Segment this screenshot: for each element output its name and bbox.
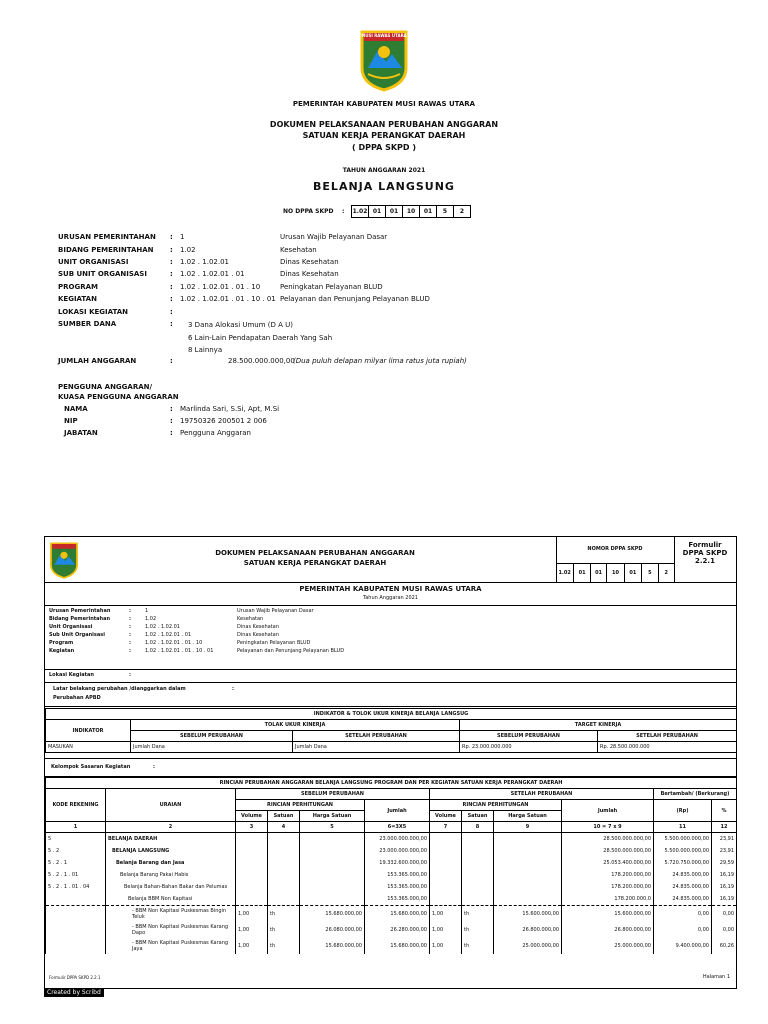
field-label: LOKASI KEGIATAN — [58, 308, 129, 316]
cell-h2: 26.800.000,00 — [494, 922, 562, 938]
latar-label-2: Perubahan APBD — [53, 695, 101, 701]
cell-s2: th — [462, 906, 494, 923]
form-footer-right: Halaman 1 — [702, 974, 730, 980]
info-label: Kegiatan — [49, 648, 75, 654]
info-value: 1.02 . 1.02.01 . 01 — [145, 632, 192, 638]
rp-header: (Rp) — [654, 800, 712, 822]
nomor-boxes — [556, 563, 674, 582]
no-box: 2 — [453, 205, 471, 218]
no-box: 01 — [419, 205, 437, 218]
cell-h1 — [300, 869, 365, 881]
info-label: Unit Organisasi — [49, 624, 93, 630]
cell-s1: th — [268, 906, 300, 923]
cell-rp: 24.835.000,00 — [654, 893, 712, 906]
info-colon: : — [129, 640, 131, 646]
cell-pct: 23,91 — [712, 845, 737, 857]
table-row — [46, 938, 737, 954]
jumlah-header: Jumlah — [562, 800, 654, 822]
kelompok-colon: : — [153, 764, 155, 770]
satuan-header: Satuan — [268, 811, 300, 822]
field-colon: : — [170, 320, 173, 328]
cell-rp: 5.500.000.000,00 — [654, 833, 712, 846]
form-header — [45, 537, 557, 583]
cell-j2: 28.500.000.000,00 — [562, 833, 654, 846]
cell-h1 — [300, 833, 365, 846]
form-title-2: SATUAN KERJA PERANGKAT DAERAH — [243, 559, 387, 567]
cell-s1 — [268, 833, 300, 846]
volume-header: Volume — [236, 811, 268, 822]
nomor-box: 1.02 — [556, 564, 574, 582]
cell-s1 — [268, 881, 300, 893]
no-box: 01 — [385, 205, 403, 218]
masukan-g2: Rp. 28.500.000.000 — [598, 742, 737, 753]
cover-no-label: NO DPPA SKPD — [283, 208, 334, 215]
indikator-table-wrap — [45, 708, 736, 753]
no-box: 1.02 — [351, 205, 369, 218]
cell-kode: 5 . 2 . 1 . 01 — [46, 869, 106, 881]
cell-rp: 0,00 — [654, 922, 712, 938]
info-desc: Dinas Kesehatan — [237, 624, 279, 630]
form-footer-left: Formulir DPPA SKPD 2.2.1 — [49, 975, 101, 980]
latar-colon: : — [232, 686, 234, 692]
cover-category: BELANJA LANGSUNG — [313, 180, 455, 193]
cell-v1 — [236, 833, 268, 846]
cell-j1: 153.365.000,00 — [365, 881, 430, 893]
cell-v1 — [236, 869, 268, 881]
info-colon: : — [129, 648, 131, 654]
cell-h2 — [494, 881, 562, 893]
cell-kode — [46, 922, 106, 938]
rincian-table — [45, 777, 737, 954]
info-value: 1.02 — [145, 616, 157, 622]
kelompok-label: Kelompok Sasaran Kegiatan — [51, 764, 131, 770]
cell-v1 — [236, 845, 268, 857]
cell-kode: 5 . 2 . 1 — [46, 857, 106, 869]
info-colon: : — [129, 616, 131, 622]
no-box: 5 — [436, 205, 454, 218]
pct-header: % — [712, 800, 737, 822]
field-value: 1.02 — [180, 246, 196, 254]
cell-v1 — [236, 857, 268, 869]
field-label: SUB UNIT ORGANISASI — [58, 270, 147, 278]
cell-uraian: - BBM Non Kapitasi Puskesmas Karang Jaya — [106, 938, 236, 954]
field-label: BIDANG PEMERINTAHAN — [58, 246, 154, 254]
cell-pct: 0,00 — [712, 906, 737, 923]
cell-uraian: BELANJA LANGSUNG — [106, 845, 236, 857]
cell-j1: 19.332.600.000,00 — [365, 857, 430, 869]
cell-j2: 178.200.000,00 — [562, 869, 654, 881]
field-label: SUMBER DANA — [58, 320, 117, 328]
field-value: 1.02 . 1.02.01 . 01 — [180, 270, 245, 278]
field-colon: : — [170, 233, 173, 241]
col-num: 11 — [654, 822, 712, 833]
table-row — [46, 857, 737, 869]
cell-v2: 1,00 — [430, 906, 462, 923]
masukan-t1: Jumlah Dana — [131, 742, 293, 753]
field-value: 1.02 . 1.02.01 . 01 . 10 — [180, 283, 261, 291]
cell-v2: 1,00 — [430, 922, 462, 938]
official-value: Pengguna Anggaran — [180, 429, 251, 437]
col-num: 8 — [462, 822, 494, 833]
table-row — [46, 893, 737, 906]
cell-v2: 1,00 — [430, 938, 462, 954]
cell-v2 — [430, 833, 462, 846]
official-colon: : — [170, 405, 173, 413]
info-desc: Peningkatan Pelayanan BLUD — [237, 640, 311, 646]
field-colon: : — [170, 295, 173, 303]
satuan-header: Satuan — [462, 811, 494, 822]
cell-j2: 178.200.000,0 — [562, 893, 654, 906]
info-desc: Pelayanan dan Penunjang Pelayanan BLUD — [237, 648, 345, 654]
source-item: 6 Lain-Lain Pendapatan Daerah Yang Sah — [188, 334, 333, 342]
table-row — [46, 845, 737, 857]
field-label: UNIT ORGANISASI — [58, 258, 129, 266]
cell-j2: 25.053.400.000,00 — [562, 857, 654, 869]
cell-h1: 15.680.000,00 — [300, 938, 365, 954]
masukan-ind: MASUKAN — [46, 742, 131, 753]
source-item: 8 Lainnya — [188, 346, 223, 354]
table-row — [46, 922, 737, 938]
cover-logo-banner: MUSI RAWAS UTARA — [361, 33, 407, 38]
kode-header: KODE REKENING — [46, 789, 106, 822]
cell-v2 — [430, 893, 462, 906]
cell-kode: 5 — [46, 833, 106, 846]
field-desc: Urusan Wajib Pelayanan Dasar — [280, 233, 388, 241]
cover-no-boxes — [352, 205, 471, 218]
cell-v2 — [430, 869, 462, 881]
col-num: 5 — [300, 822, 365, 833]
info-colon: : — [129, 608, 131, 614]
cover-doc-title-2: SATUAN KERJA PERANGKAT DAERAH — [302, 131, 466, 140]
cell-kode — [46, 893, 106, 906]
info-value: 1.02 . 1.02.01 . 01 . 10 — [145, 640, 203, 646]
bertambah-header: Bertambah/ (Berkurang) — [654, 789, 737, 800]
info-value: 1.02 . 1.02.01 . 01 . 10 . 01 — [145, 648, 214, 654]
nomor-box: 10 — [607, 564, 624, 582]
cell-rp: 0,00 — [654, 906, 712, 923]
field-colon: : — [170, 258, 173, 266]
official-label: NIP — [64, 417, 78, 425]
info-label: Bidang Pemerintahan — [49, 616, 111, 622]
cell-v1: 1,00 — [236, 906, 268, 923]
info-desc: Kesehatan — [237, 616, 264, 622]
info-label: Urusan Pemerintahan — [49, 608, 111, 614]
cell-s2 — [462, 845, 494, 857]
rincian-perhitungan-header: RINCIAN PERHITUNGAN — [430, 800, 562, 811]
official-value: Marlinda Sari, S.Si, Apt, M.Si — [180, 405, 280, 413]
nomor-box: 01 — [591, 564, 607, 582]
cover-doc-title-3: ( DPPA SKPD ) — [352, 143, 416, 152]
kelompok-row — [45, 758, 736, 777]
info-desc: Urusan Wajib Pelayanan Dasar — [237, 608, 314, 614]
cell-rp: 9.400.000,00 — [654, 938, 712, 954]
cell-j2: 26.800.000,00 — [562, 922, 654, 938]
field-desc: Dinas Kesehatan — [280, 258, 339, 266]
rincian-title: RINCIAN PERUBAHAN ANGGARAN BELANJA LANGSUNG PROGRAM DAN PER KEGIATAN SATUAN KERJA PERANGKAT DAERAH — [46, 778, 737, 789]
cell-kode — [46, 906, 106, 923]
cell-s1 — [268, 845, 300, 857]
form-nomor — [556, 537, 675, 583]
official-colon: : — [170, 417, 173, 425]
jumlah-colon: : — [170, 357, 173, 365]
cell-h1 — [300, 845, 365, 857]
cell-s2: th — [462, 938, 494, 954]
nomor-box: 01 — [574, 564, 590, 582]
col-num: 3 — [236, 822, 268, 833]
nomor-box: 01 — [625, 564, 642, 582]
cell-j1: 23.000.000.000,00 — [365, 845, 430, 857]
cell-kode: 5 . 2 . 1 . 01 . 04 — [46, 881, 106, 893]
form-logo — [48, 541, 80, 579]
harga-header: Harga Satuan — [494, 811, 562, 822]
col-num: 9 — [494, 822, 562, 833]
harga-header: Harga Satuan — [300, 811, 365, 822]
cover-government: PEMERINTAH KABUPATEN MUSI RAWAS UTARA — [292, 100, 476, 108]
cell-v1 — [236, 893, 268, 906]
cell-s2 — [462, 857, 494, 869]
cell-j2: 28.500.000.000,00 — [562, 845, 654, 857]
col-num: 10 = 7 x 9 — [562, 822, 654, 833]
col-num: 12 — [712, 822, 737, 833]
cell-j1: 15.680.000,00 — [365, 938, 430, 954]
cell-h1 — [300, 893, 365, 906]
cell-s1 — [268, 893, 300, 906]
volume-header: Volume — [430, 811, 462, 822]
cell-v2 — [430, 857, 462, 869]
cell-kode: 5 . 2 — [46, 845, 106, 857]
target-header: TARGET KINERJA — [460, 720, 737, 731]
cell-h2 — [494, 845, 562, 857]
indikator-title: INDIKATOR & TOLOK UKUR KINERJA BELANJA LANGSUG — [46, 709, 737, 720]
watermark: Created by Scribd — [44, 988, 104, 997]
field-colon: : — [170, 246, 173, 254]
cell-s1 — [268, 857, 300, 869]
indikator-table — [45, 708, 737, 753]
field-desc: Peningkatan Pelayanan BLUD — [280, 283, 383, 291]
cell-pct: 60,26 — [712, 938, 737, 954]
lokasi-label: Lokasi Kegiatan — [49, 672, 94, 678]
uraian-header: URAIAN — [106, 789, 236, 822]
info-colon: : — [129, 624, 131, 630]
cell-s1: th — [268, 922, 300, 938]
jumlah-header: Jumlah — [365, 800, 430, 822]
dppa-form — [44, 536, 737, 989]
formulir-1: Formulir — [688, 541, 722, 549]
cover-no-colon: : — [342, 208, 345, 215]
cell-v1: 1,00 — [236, 938, 268, 954]
rincian-perhitungan-header: RINCIAN PERHITUNGAN — [236, 800, 365, 811]
info-value: 1 — [145, 608, 149, 614]
latar-row — [45, 682, 736, 707]
cell-j1: 153.365.000,00 — [365, 869, 430, 881]
cover-doc-title-1: DOKUMEN PELAKSANAAN PERUBAHAN ANGGARAN — [269, 120, 499, 129]
official-value: 19750326 200501 2 006 — [180, 417, 267, 425]
tolak-header: TOLAK UKUR KINERJA — [131, 720, 460, 731]
cell-v2 — [430, 881, 462, 893]
cell-h1 — [300, 857, 365, 869]
sebelum-header: SEBELUM PERUBAHAN — [460, 731, 598, 742]
field-colon: : — [170, 270, 173, 278]
jumlah-value: 28.500.000.000,00 — [228, 357, 295, 365]
cell-s2 — [462, 833, 494, 846]
cell-pct: 16,19 — [712, 869, 737, 881]
field-value: 1.02 . 1.02.01 — [180, 258, 229, 266]
cell-pct: 0,00 — [712, 922, 737, 938]
no-box: 01 — [368, 205, 386, 218]
cell-uraian: Belanja Bahan-Bahan Bakar dan Pelumas — [106, 881, 236, 893]
setelah-header: SETELAH PERUBAHAN — [430, 789, 654, 800]
cell-j2: 178.200.000,00 — [562, 881, 654, 893]
cover-year: TAHUN ANGGARAN 2021 — [342, 167, 426, 174]
cell-j2: 15.600.000,00 — [562, 906, 654, 923]
rincian-body — [46, 833, 737, 955]
cell-h2 — [494, 869, 562, 881]
cell-pct: 16,19 — [712, 893, 737, 906]
field-value: 1.02 . 1.02.01 . 01 . 10 . 01 — [180, 295, 276, 303]
cell-h1: 26.080.000,00 — [300, 922, 365, 938]
table-row — [46, 869, 737, 881]
latar-label-1: Latar belakang perubahan /dianggarkan dalam — [53, 686, 186, 692]
info-colon: : — [129, 632, 131, 638]
field-desc: Pelayanan dan Penunjang Pelayanan BLUD — [280, 295, 430, 303]
cell-uraian: Belanja Barang Pakai Habis — [106, 869, 236, 881]
field-label: URUSAN PEMERINTAHAN — [58, 233, 156, 241]
cell-h1: 15.680.000,00 — [300, 906, 365, 923]
col-num: 6=3X5 — [365, 822, 430, 833]
formulir-2: DPPA SKPD — [682, 549, 728, 557]
cell-rp: 24.835.000,00 — [654, 869, 712, 881]
cell-j1: 26.280.000,00 — [365, 922, 430, 938]
cell-rp: 5.720.750.000,00 — [654, 857, 712, 869]
info-desc: Dinas Kesehatan — [237, 632, 279, 638]
official-colon: : — [170, 429, 173, 437]
jumlah-words: (Dua puluh delapan milyar lima ratus juta rupiah) — [293, 357, 467, 365]
cell-pct: 23,91 — [712, 833, 737, 846]
source-item: 3 Dana Alokasi Umum (D A U) — [188, 321, 293, 329]
cell-pct: 16,19 — [712, 881, 737, 893]
column-number-row — [46, 822, 737, 833]
sebelum-header: SEBELUM PERUBAHAN — [236, 789, 430, 800]
cell-h2 — [494, 857, 562, 869]
lokasi-colon: : — [129, 672, 131, 678]
col-num: 7 — [430, 822, 462, 833]
form-gov-row — [45, 582, 736, 606]
field-value: 1 — [180, 233, 185, 241]
cell-s2 — [462, 869, 494, 881]
col-num: 4 — [268, 822, 300, 833]
field-desc: Dinas Kesehatan — [280, 270, 339, 278]
col-num: 2 — [106, 822, 236, 833]
cell-s2 — [462, 893, 494, 906]
pengguna-title-1: PENGGUNA ANGGARAN/ — [58, 383, 153, 391]
field-label: PROGRAM — [58, 283, 98, 291]
info-value: 1.02 . 1.02.01 — [145, 624, 180, 630]
field-colon: : — [170, 283, 173, 291]
indikator-header: INDIKATOR — [46, 720, 131, 742]
cell-uraian: BELANJA DAERAH — [106, 833, 236, 846]
cell-pct: 29,59 — [712, 857, 737, 869]
table-row — [46, 833, 737, 846]
table-row — [46, 906, 737, 923]
cell-h1 — [300, 881, 365, 893]
cell-uraian: Belanja Barang dan Jasa — [106, 857, 236, 869]
masukan-g1: Rp. 23.000.000.000 — [460, 742, 598, 753]
nomor-box: 5 — [642, 564, 658, 582]
cell-s2: th — [462, 922, 494, 938]
cell-uraian: Belanja BBM Non Kapitasi — [106, 893, 236, 906]
field-colon: : — [170, 308, 173, 316]
cell-h2 — [494, 893, 562, 906]
cell-v1 — [236, 881, 268, 893]
jumlah-label: JUMLAH ANGGARAN — [58, 357, 137, 365]
official-label: NAMA — [64, 405, 88, 413]
form-government: PEMERINTAH KABUPATEN MUSI RAWAS UTARA — [299, 585, 482, 593]
lokasi-row — [45, 669, 736, 683]
cell-h2: 15.600.000,00 — [494, 906, 562, 923]
pengguna-title-2: KUASA PENGGUNA ANGGARAN — [58, 393, 179, 401]
form-title-1: DOKUMEN PELAKSANAAN PERUBAHAN ANGGARAN — [215, 549, 415, 557]
col-num: 1 — [46, 822, 106, 833]
cell-rp: 24.835.000,00 — [654, 881, 712, 893]
cell-kode — [46, 938, 106, 954]
rincian-table-wrap — [45, 777, 736, 954]
no-box: 10 — [402, 205, 420, 218]
cell-s1 — [268, 869, 300, 881]
cell-j2: 25.000.000,00 — [562, 938, 654, 954]
cell-uraian: - BBM Non Kapitasi Puskesmas Karang Dapo — [106, 922, 236, 938]
form-info — [45, 605, 736, 670]
sebelum-header: SEBELUM PERUBAHAN — [131, 731, 293, 742]
nomor-box: 2 — [664, 570, 669, 576]
cell-v2 — [430, 845, 462, 857]
table-row — [46, 881, 737, 893]
cell-uraian: - BBM Non Kapitasi Puskesmas Bingin Teluk — [106, 906, 236, 923]
formulir-3: 2.2.1 — [695, 557, 715, 565]
cell-s2 — [462, 881, 494, 893]
official-label: JABATAN — [64, 429, 98, 437]
setelah-header: SETELAH PERUBAHAN — [293, 731, 460, 742]
field-desc: Kesehatan — [280, 246, 317, 254]
cell-j1: 15.680.000,00 — [365, 906, 430, 923]
info-label: Sub Unit Organisasi — [49, 632, 105, 638]
form-year: Tahun Anggaran 2021 — [363, 595, 418, 601]
cell-v1: 1,00 — [236, 922, 268, 938]
field-label: KEGIATAN — [58, 295, 97, 303]
cell-h2: 25.000.000,00 — [494, 938, 562, 954]
cell-j1: 23.000.000.000,00 — [365, 833, 430, 846]
nomor-label: NOMOR DPPA SKPD — [587, 546, 643, 552]
setelah-header: SETELAH PERUBAHAN — [598, 731, 737, 742]
cell-rp: 5.500.000.000,00 — [654, 845, 712, 857]
cell-j1: 153.365.000,00 — [365, 893, 430, 906]
formulir-box — [674, 537, 736, 583]
masukan-t2: Jumlah Dana — [293, 742, 460, 753]
info-label: Program — [49, 640, 74, 646]
cell-h2 — [494, 833, 562, 846]
cell-s1: th — [268, 938, 300, 954]
